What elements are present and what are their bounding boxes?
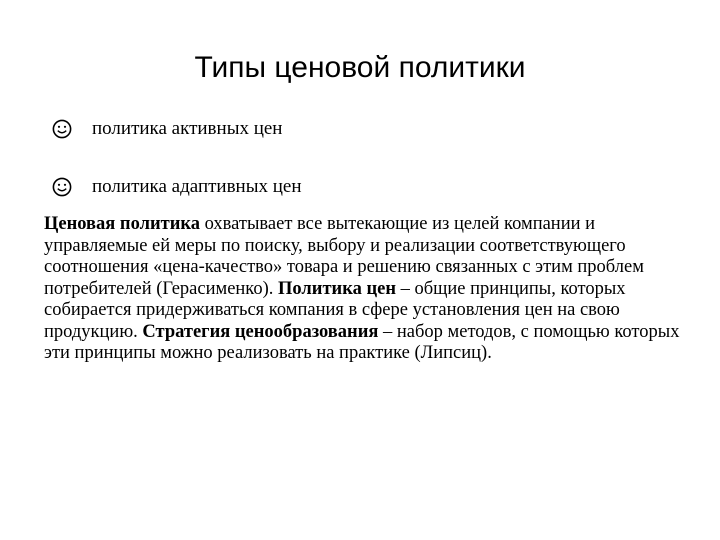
- bullet-text: политика адаптивных цен: [92, 176, 302, 197]
- term-pricing-strategy: Стратегия ценообразования: [142, 321, 379, 342]
- definition-text-2: – общие принципы, которых собирается придерживаться компания в сфере установления цен на свою продукцию.: [44, 278, 626, 342]
- definition-text-1: охватывает все вытекающие из целей компании и управляемые ей меры по поиску, выбору и реализации соответствующего соотношения «цена-качество» товара и решению связанных с этим проблем потребителей (Герасименко).: [44, 214, 644, 299]
- term-pricing-policy: Политика цен: [278, 278, 396, 299]
- bullet-text: политика активных цен: [92, 118, 283, 139]
- bullet-item-active-prices: [52, 112, 302, 146]
- definition-text-3: – набор методов, с помощью которых эти принципы можно реализовать на практике (Липсиц).: [44, 321, 680, 363]
- smiley-icon: [52, 119, 72, 139]
- term-price-policy: Ценовая политика: [44, 214, 201, 234]
- smiley-icon: [52, 177, 72, 197]
- bullet-list: [52, 112, 302, 228]
- bullet-item-adaptive-prices: [52, 170, 302, 204]
- slide-title: Типы ценовой политики: [194, 51, 526, 84]
- definition-paragraph: [44, 214, 684, 365]
